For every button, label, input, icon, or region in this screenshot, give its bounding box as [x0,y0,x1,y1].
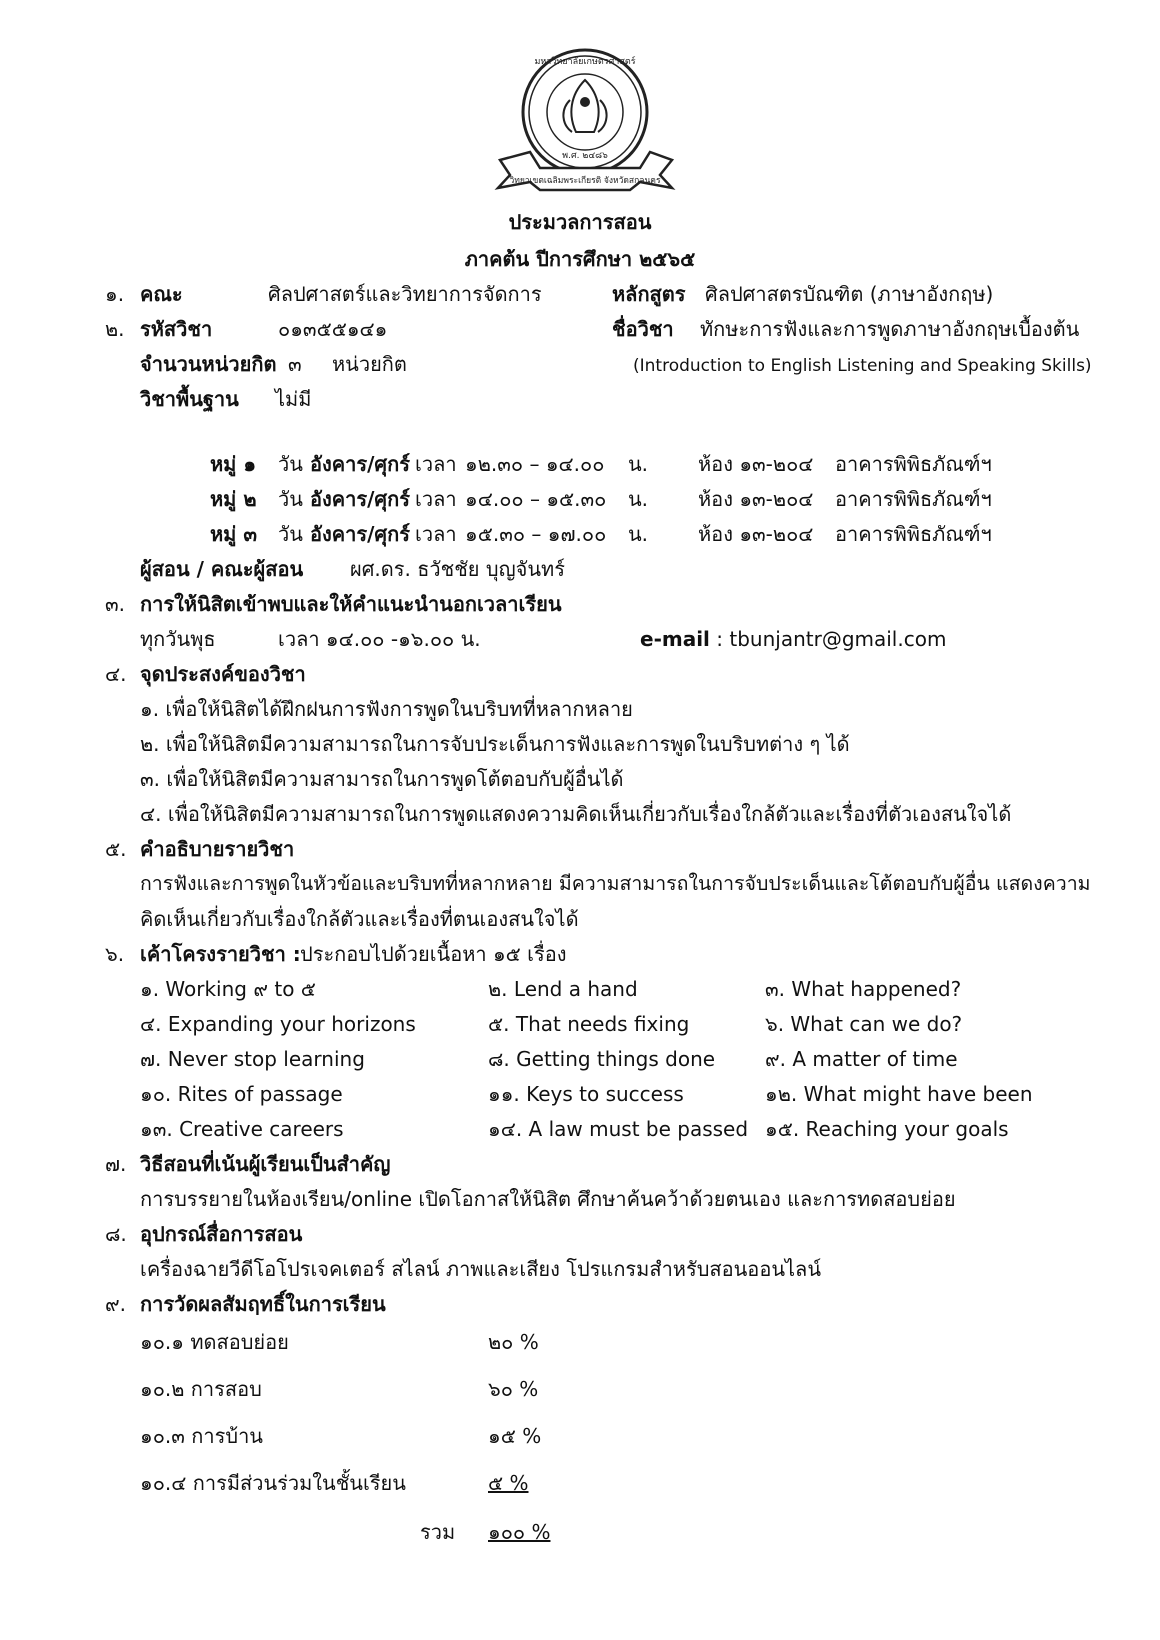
section-day-prefix: วัน [278,522,303,546]
section-day-prefix: วัน [278,452,303,476]
topic-item: ๗. Never stop learning [140,1047,365,1071]
section-room: ห้อง ๑๓-๒๐๔ [698,452,814,476]
email-value: : tbunjantr@gmail.com [709,627,947,651]
seal-year-text: พ.ศ. ๒๔๘๖ [562,151,608,161]
faculty-value: ศิลปศาสตร์และวิทยาการจัดการ [268,282,542,306]
program-value: ศิลปศาสตรบัณฑิต (ภาษาอังกฤษ) [705,282,994,306]
s3-title: การให้นิสิตเข้าพบและให้คำแนะนำนอกเวลาเรียน [140,592,562,616]
course-name-value: ทักษะการฟังและการพูดภาษาอังกฤษเบื้องต้น [700,317,1080,341]
assessment-label: ๑๐.๔ การมีส่วนร่วมในชั้นเรียน [140,1471,406,1495]
s8-number: ๘. [105,1222,127,1246]
s5-number: ๕. [105,837,127,861]
objective-item: ๔. เพื่อให้นิสิตมีความสามารถในการพูดแสดงความคิดเห็นเกี่ยวกับเรื่องใกล้ตัวและเรื่องที่ตัวเองสนใจได้ [140,802,1012,826]
assessment-value: ๕ % [488,1471,529,1495]
section-building: อาคารพิพิธภัณฑ์ฯ [835,487,992,511]
section-time-unit: น. [628,487,649,511]
section-days: อังคาร/ศุกร์ [310,452,410,476]
s6-subtitle: ประกอบไปด้วยเนื้อหา ๑๕ เรื่อง [300,942,567,966]
objective-item: ๓. เพื่อให้นิสิตมีความสามารถในการพูดโต้ตอบกับผู้อื่นได้ [140,767,624,791]
faculty-label: คณะ [140,282,183,306]
section-group: หมู่ ๓ [210,522,258,546]
topic-item: ๒. Lend a hand [488,977,638,1001]
office-hours-day: ทุกวันพุธ [140,627,216,651]
section-time-prefix: เวลา [415,487,457,511]
s4-number: ๔. [105,662,127,686]
s7-number: ๗. [105,1152,127,1176]
section-time: ๑๔.๐๐ – ๑๕.๓๐ [465,487,607,511]
teaching-media-text: เครื่องฉายวีดีโอโปรเจคเตอร์ สไลน์ ภาพและเสียง โปรแกรมสำหรับสอนออนไลน์ [140,1257,821,1281]
topic-item: ๙. A matter of time [765,1047,958,1071]
section-group: หมู่ ๑ [210,452,257,476]
topic-item: ๑๐. Rites of passage [140,1082,343,1106]
assessment-value: ๑๕ % [488,1424,542,1448]
topic-item: ๘. Getting things done [488,1047,716,1071]
topic-item: ๓. What happened? [765,977,962,1001]
seal-top-text: มหาวิทยาลัยเกษตรศาสตร์ [534,57,636,67]
section-room: ห้อง ๑๓-๒๐๔ [698,487,814,511]
s1-number: ๑. [105,282,125,306]
topic-item: ๑๑. Keys to success [488,1082,684,1106]
section-group: หมู่ ๒ [210,487,257,511]
description-line: คิดเห็นเกี่ยวกับเรื่องใกล้ตัวและเรื่องที่ตนเองสนใจได้ [140,907,579,931]
email-label: e-mail [640,627,710,651]
course-code-value: ๐๑๓๕๕๑๔๑ [278,317,388,341]
prerequisite-value: ไม่มี [275,387,312,411]
section-days: อังคาร/ศุกร์ [310,522,410,546]
topic-item: ๔. Expanding your horizons [140,1012,416,1036]
topic-item: ๑๒. What might have been [765,1082,1033,1106]
course-name-label: ชื่อวิชา [612,317,674,341]
description-line: การฟังและการพูดในหัวข้อและบริบทที่หลากหลาย มีความสามารถในการจับประเด็นและโต้ตอบกับผู้อื่น แสดงความ [140,872,1091,895]
assessment-value: ๒๐ % [488,1330,539,1354]
university-seal-logo [490,40,680,210]
s4-title: จุดประสงค์ของวิชา [140,662,306,686]
instructor-label: ผู้สอน / คณะผู้สอน [140,557,304,581]
topic-item: ๑๓. Creative careers [140,1117,344,1141]
s6-number: ๖. [105,942,125,966]
program-label: หลักสูตร [612,282,686,306]
s6-title: เค้าโครงรายวิชา : [140,942,301,966]
document-subtitle: ภาคต้น ปีการศึกษา ๒๕๖๕ [464,247,696,271]
course-code-label: รหัสวิชา [140,317,213,341]
section-time: ๑๕.๓๐ – ๑๗.๐๐ [465,522,607,546]
s2-number: ๒. [105,317,125,341]
topic-item: ๖. What can we do? [765,1012,963,1036]
section-room: ห้อง ๑๓-๒๐๔ [698,522,814,546]
s8-title: อุปกรณ์สื่อการสอน [140,1222,303,1246]
s7-title: วิธีสอนที่เน้นผู้เรียนเป็นสำคัญ [140,1152,391,1176]
seal-ribbon-text: วิทยาเขตเฉลิมพระเกียรติ จังหวัดสกลนคร [509,176,661,186]
objective-item: ๒. เพื่อให้นิสิตมีความสามารถในการจับประเด็นการฟังและการพูดในบริบทต่าง ๆ ได้ [140,732,850,756]
course-english-name: (Introduction to English Listening and Speaking Skills) [633,356,1092,376]
section-time-prefix: เวลา [415,452,457,476]
teaching-method-text: การบรรยายในห้องเรียน/online เปิดโอกาสให้นิสิต ศึกษาค้นคว้าด้วยตนเอง และการทดสอบย่อย [140,1187,956,1211]
s9-title: การวัดผลสัมฤทธิ์ในการเรียน [140,1292,386,1316]
section-days: อังคาร/ศุกร์ [310,487,410,511]
section-building: อาคารพิพิธภัณฑ์ฯ [835,522,992,546]
section-day-prefix: วัน [278,487,303,511]
credit-unit: หน่วยกิต [332,352,407,376]
topic-item: ๑. Working ๙ to ๕ [140,977,316,1001]
document-title: ประมวลการสอน [508,210,652,234]
topic-item: ๕. That needs fixing [488,1012,690,1036]
section-time-unit: น. [628,522,649,546]
assessment-total-label: รวม [420,1520,456,1544]
section-building: อาคารพิพิธภัณฑ์ฯ [835,452,992,476]
section-time-unit: น. [628,452,649,476]
prerequisite-label: วิชาพื้นฐาน [140,387,239,411]
assessment-label: ๑๐.๑ ทดสอบย่อย [140,1330,289,1354]
section-time-prefix: เวลา [415,522,457,546]
instructor-value: ผศ.ดร. ธวัชชัย บุญจันทร์ [350,557,565,581]
assessment-label: ๑๐.๒ การสอบ [140,1377,262,1401]
objective-item: ๑. เพื่อให้นิสิตได้ฝึกฝนการฟังการพูดในบริบทที่หลากหลาย [140,697,633,721]
assessment-label: ๑๐.๓ การบ้าน [140,1424,263,1448]
section-time: ๑๒.๓๐ – ๑๔.๐๐ [465,452,605,476]
email-row [640,625,946,653]
assessment-total-value: ๑๐๐ % [488,1520,551,1544]
s5-title: คำอธิบายรายวิชา [140,837,295,861]
assessment-value: ๖๐ % [488,1377,539,1401]
credit-label: จำนวนหน่วยกิต [140,352,277,376]
topic-item: ๑๔. A law must be passed [488,1117,749,1141]
office-hours-time: เวลา ๑๔.๐๐ -๑๖.๐๐ น. [278,627,481,651]
topic-item: ๑๕. Reaching your goals [765,1117,1009,1141]
s3-number: ๓. [105,592,126,616]
credit-value: ๓ [288,352,302,376]
s9-number: ๙. [105,1292,127,1316]
